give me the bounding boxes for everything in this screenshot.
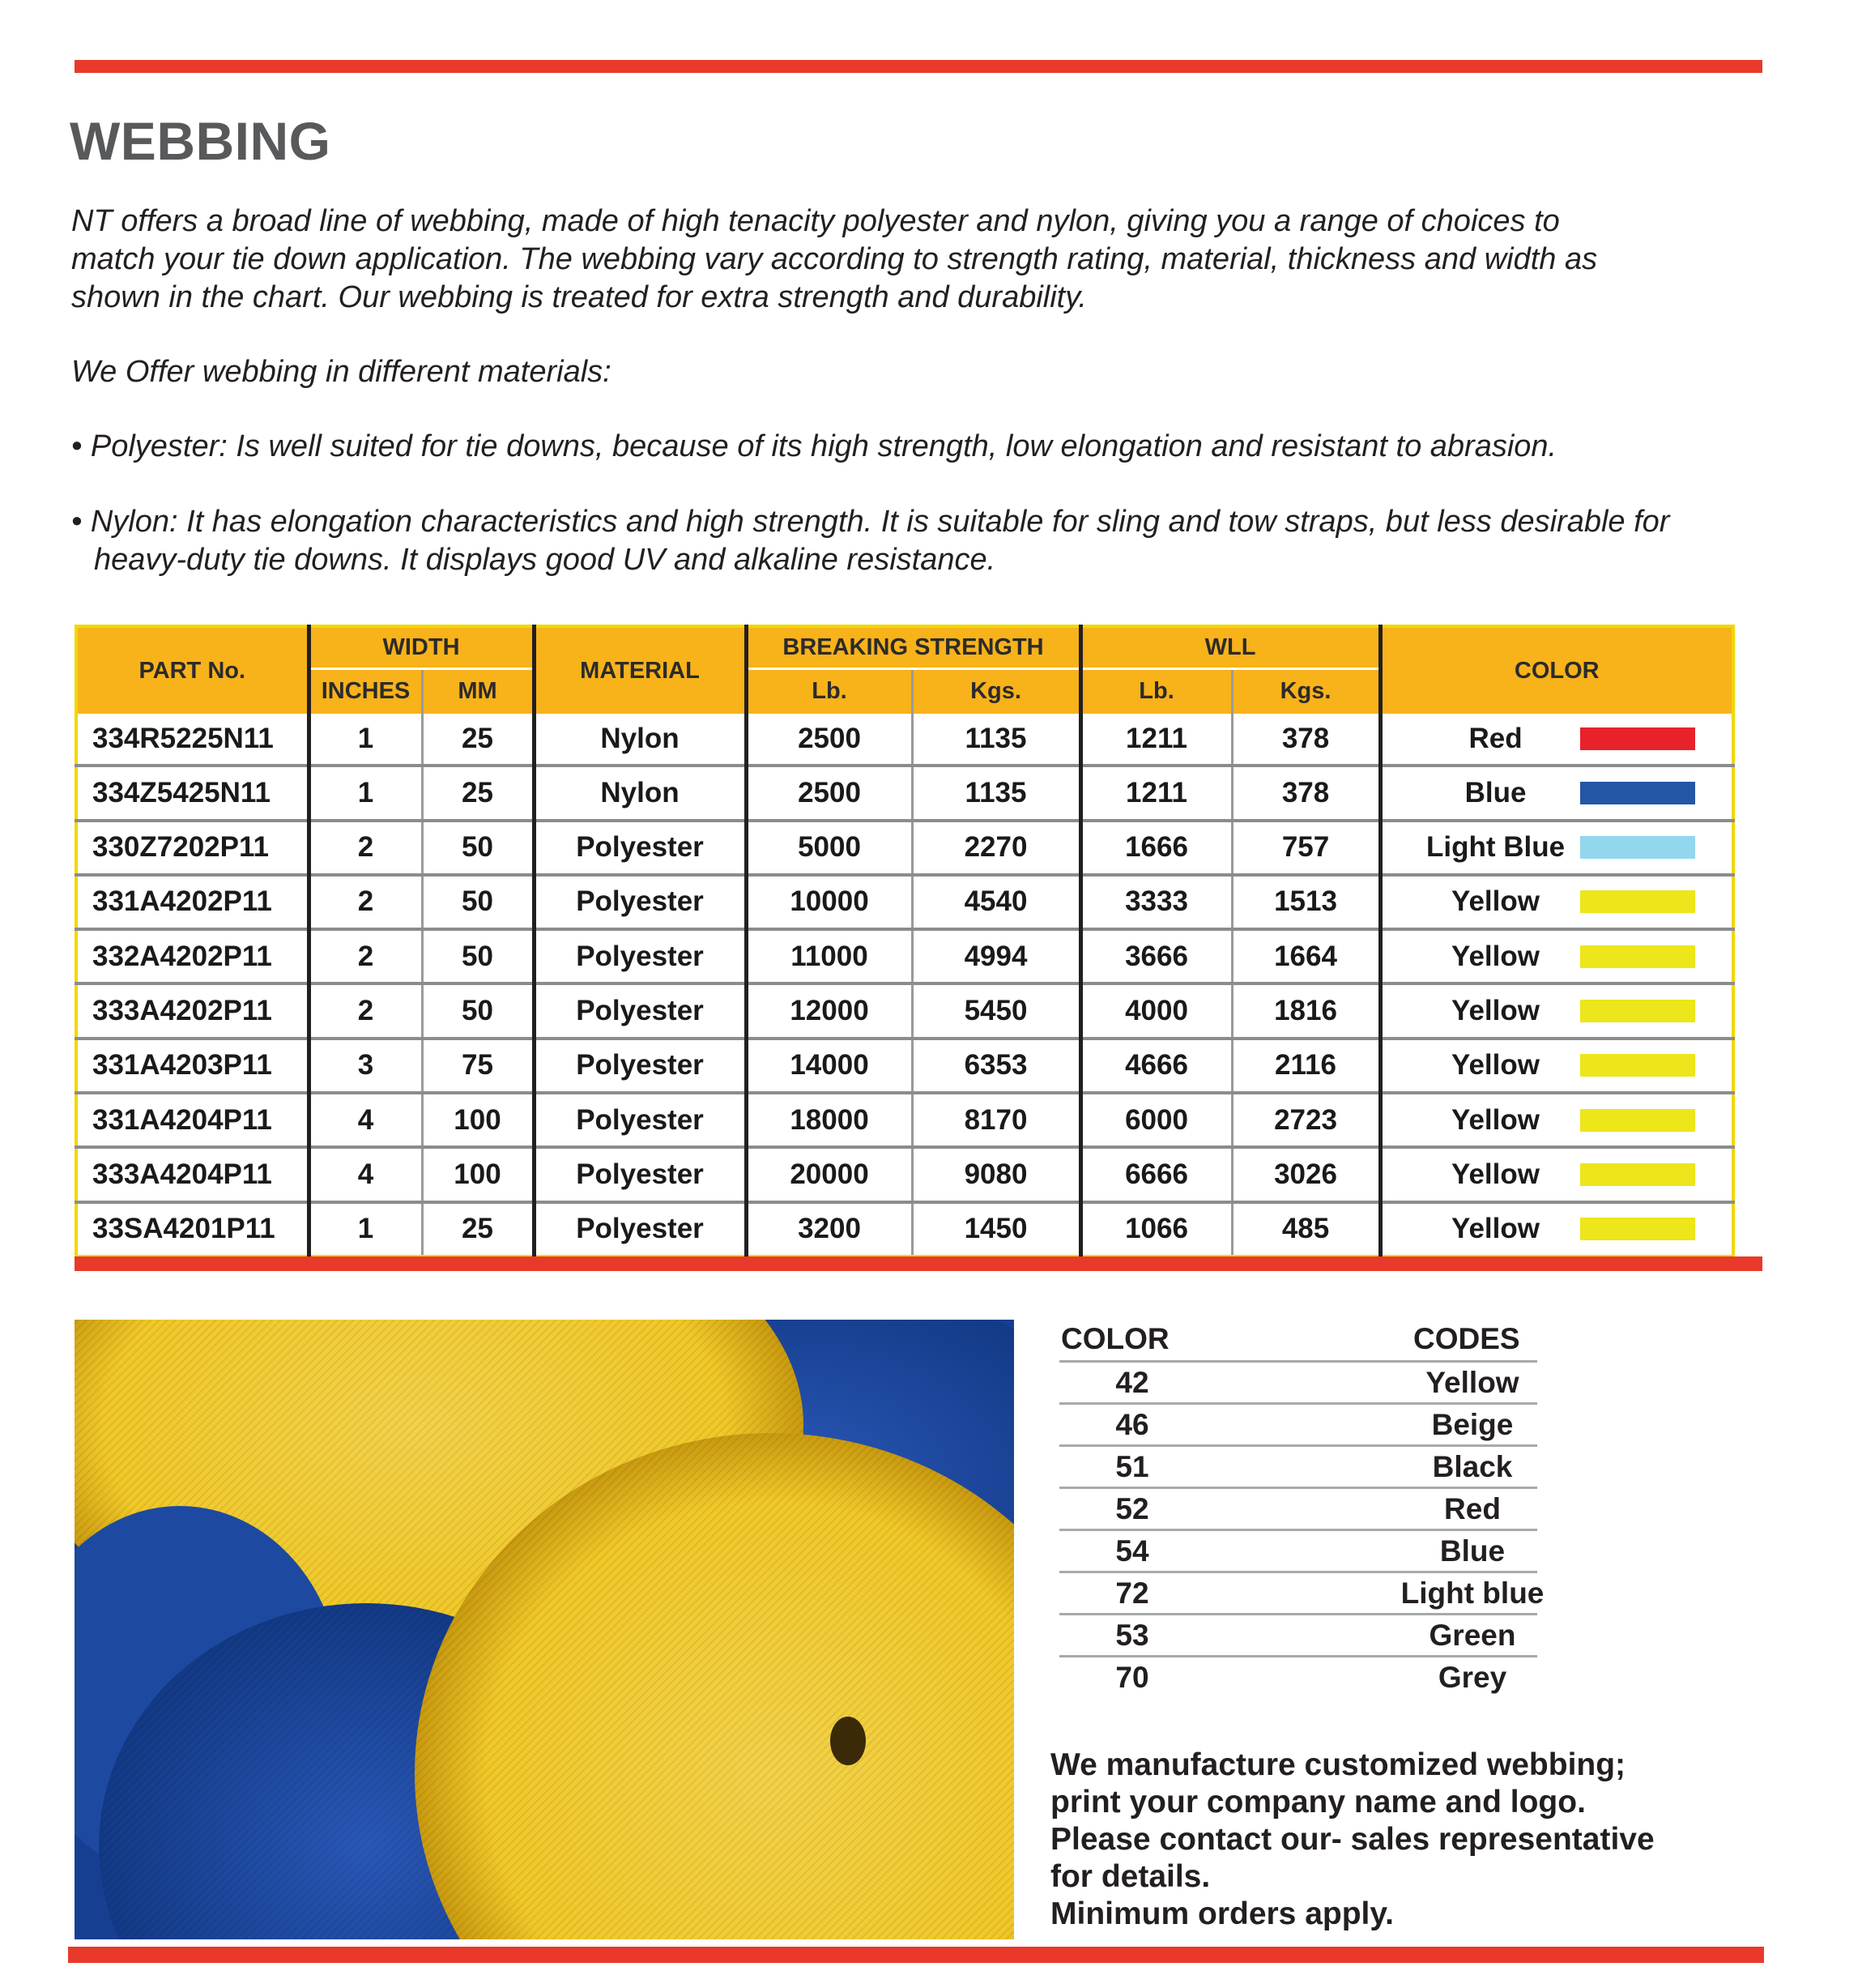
color-code-name: Blue <box>1439 1534 1506 1568</box>
width-inches-cell: 4 <box>309 1147 422 1201</box>
breaking-lb-cell: 3200 <box>746 1202 912 1256</box>
breaking-lb-cell: 14000 <box>746 1039 912 1093</box>
page-title: WEBBING <box>70 111 331 171</box>
width-inches-cell: 2 <box>309 983 422 1038</box>
color-code-name: Beige <box>1431 1408 1514 1441</box>
width-inches-cell: 3 <box>309 1039 422 1093</box>
bullet-nylon-line: heavy-duty tie downs. It displays good UV and alkaline resistance. <box>94 543 996 577</box>
wll-lb-cell: 6000 <box>1080 1093 1232 1147</box>
wll-lb-cell: 1211 <box>1080 766 1232 820</box>
material-cell: Nylon <box>534 714 746 766</box>
header-part-no: PART No. <box>76 626 309 714</box>
wll-kgs-cell: 3026 <box>1232 1147 1380 1201</box>
width-inches-cell: 1 <box>309 1202 422 1256</box>
color-swatch <box>1580 727 1695 750</box>
part-no-cell: 331A4202P11 <box>76 875 309 929</box>
color-swatch <box>1580 1000 1695 1022</box>
codes-header-color: COLOR <box>1061 1322 1170 1355</box>
width-inches-cell: 1 <box>309 766 422 820</box>
material-cell: Polyester <box>534 1039 746 1093</box>
part-no-cell: 334R5225N11 <box>76 714 309 766</box>
header-inches: INCHES <box>309 668 422 714</box>
webbing-spec-table <box>75 625 1735 1258</box>
top-divider-bar <box>75 60 1762 73</box>
breaking-kgs-cell: 8170 <box>912 1093 1080 1147</box>
note-line: Please contact our- sales representative <box>1050 1822 1655 1857</box>
intro-line: NT offers a broad line of webbing, made of high tenacity polyester and nylon, giving you a range of choices to <box>71 204 1560 238</box>
color-name: Yellow <box>1451 995 1540 1027</box>
table-row <box>76 766 1733 820</box>
color-name: Yellow <box>1451 940 1540 972</box>
color-code-row <box>1059 1529 1537 1571</box>
breaking-lb-cell: 11000 <box>746 929 912 983</box>
color-code-name: Red <box>1444 1492 1501 1525</box>
width-mm-cell: 50 <box>422 929 534 983</box>
wll-kgs-cell: 2723 <box>1232 1093 1380 1147</box>
wll-lb-cell: 6666 <box>1080 1147 1232 1201</box>
intro-line: shown in the chart. Our webbing is treated for extra strength and durability. <box>71 280 1087 314</box>
intro-paragraph <box>71 203 1597 317</box>
color-cell <box>1380 1202 1733 1256</box>
note-line: print your company name and logo. <box>1050 1785 1586 1819</box>
note-line: We manufacture customized webbing; <box>1050 1747 1626 1782</box>
color-codes-list <box>1059 1360 1545 1697</box>
color-swatch <box>1580 890 1695 913</box>
material-cell: Polyester <box>534 875 746 929</box>
width-inches-cell: 4 <box>309 1093 422 1147</box>
part-no-cell: 333A4202P11 <box>76 983 309 1038</box>
table-row <box>76 1202 1733 1256</box>
header-material: MATERIAL <box>534 626 746 714</box>
bullet-nylon <box>71 503 1669 579</box>
color-cell <box>1380 714 1733 766</box>
wll-kgs-cell: 1816 <box>1232 983 1380 1038</box>
breaking-lb-cell: 20000 <box>746 1147 912 1201</box>
width-mm-cell: 25 <box>422 766 534 820</box>
wll-lb-cell: 3333 <box>1080 875 1232 929</box>
material-cell: Polyester <box>534 1093 746 1147</box>
breaking-kgs-cell: 1135 <box>912 714 1080 766</box>
color-name: Yellow <box>1451 1158 1540 1190</box>
color-code-number: 53 <box>1115 1619 1149 1652</box>
color-name: Yellow <box>1451 1213 1540 1245</box>
wll-lb-cell: 3666 <box>1080 929 1232 983</box>
color-code-row <box>1059 1444 1537 1487</box>
color-swatch <box>1580 782 1695 804</box>
width-inches-cell: 2 <box>309 875 422 929</box>
header-wll: WLL <box>1080 626 1380 668</box>
width-mm-cell: 100 <box>422 1093 534 1147</box>
color-code-number: 51 <box>1115 1450 1149 1483</box>
color-cell <box>1380 1147 1733 1201</box>
color-name: Blue <box>1464 776 1527 808</box>
header-breaking-lb: Lb. <box>746 668 912 714</box>
material-cell: Polyester <box>534 983 746 1038</box>
part-no-cell: 333A4204P11 <box>76 1147 309 1201</box>
width-inches-cell: 2 <box>309 929 422 983</box>
table-row <box>76 821 1733 875</box>
color-code-row <box>1059 1655 1537 1697</box>
table-row <box>76 1039 1733 1093</box>
table-bottom-bar <box>75 1256 1762 1271</box>
wll-kgs-cell: 757 <box>1232 821 1380 875</box>
breaking-lb-cell: 12000 <box>746 983 912 1038</box>
header-width: WIDTH <box>309 626 534 668</box>
header-color: COLOR <box>1380 626 1733 714</box>
material-cell: Polyester <box>534 821 746 875</box>
breaking-kgs-cell: 5450 <box>912 983 1080 1038</box>
color-cell <box>1380 983 1733 1038</box>
color-swatch <box>1580 836 1695 859</box>
color-swatch <box>1580 1218 1695 1240</box>
width-mm-cell: 75 <box>422 1039 534 1093</box>
part-no-cell: 330Z7202P11 <box>76 821 309 875</box>
breaking-kgs-cell: 9080 <box>912 1147 1080 1201</box>
width-mm-cell: 25 <box>422 1202 534 1256</box>
header-mm: MM <box>422 668 534 714</box>
color-code-number: 54 <box>1115 1534 1149 1568</box>
breaking-kgs-cell: 4994 <box>912 929 1080 983</box>
width-mm-cell: 50 <box>422 983 534 1038</box>
color-code-name: Green <box>1429 1619 1516 1652</box>
header-breaking-strength: BREAKING STRENGTH <box>746 626 1080 668</box>
width-mm-cell: 100 <box>422 1147 534 1201</box>
color-cell <box>1380 1093 1733 1147</box>
wll-lb-cell: 1066 <box>1080 1202 1232 1256</box>
wll-kgs-cell: 378 <box>1232 766 1380 820</box>
material-cell: Polyester <box>534 1202 746 1256</box>
breaking-lb-cell: 2500 <box>746 766 912 820</box>
width-inches-cell: 2 <box>309 821 422 875</box>
breaking-lb-cell: 5000 <box>746 821 912 875</box>
color-cell <box>1380 875 1733 929</box>
color-code-number: 70 <box>1115 1661 1149 1694</box>
part-no-cell: 33SA4201P11 <box>76 1202 309 1256</box>
material-cell: Polyester <box>534 1147 746 1201</box>
color-code-row <box>1059 1360 1537 1402</box>
header-wll-lb: Lb. <box>1080 668 1232 714</box>
part-no-cell: 332A4202P11 <box>76 929 309 983</box>
color-code-number: 52 <box>1115 1492 1149 1525</box>
header-breaking-kgs: Kgs. <box>912 668 1080 714</box>
wll-kgs-cell: 1664 <box>1232 929 1380 983</box>
wll-kgs-cell: 2116 <box>1232 1039 1380 1093</box>
color-code-row <box>1059 1571 1545 1613</box>
color-code-row <box>1059 1613 1537 1655</box>
color-swatch <box>1580 1054 1695 1077</box>
width-mm-cell: 50 <box>422 821 534 875</box>
webbing-rolls-photo <box>75 1320 1014 1939</box>
breaking-kgs-cell: 2270 <box>912 821 1080 875</box>
width-inches-cell: 1 <box>309 714 422 766</box>
bullet-polyester: • Polyester: Is well suited for tie downs, because of its high strength, low elongation and resistant to abrasion. <box>71 429 1557 463</box>
material-cell: Nylon <box>534 766 746 820</box>
table-row <box>76 929 1733 983</box>
width-mm-cell: 25 <box>422 714 534 766</box>
custom-order-note <box>1050 1747 1655 1933</box>
materials-intro: We Offer webbing in different materials: <box>71 355 611 389</box>
part-no-cell: 331A4203P11 <box>76 1039 309 1093</box>
color-name: Light Blue <box>1425 831 1566 864</box>
spec-table-body <box>76 714 1733 1256</box>
note-line: Minimum orders apply. <box>1050 1896 1395 1931</box>
note-line: for details. <box>1050 1859 1211 1894</box>
breaking-lb-cell: 10000 <box>746 875 912 929</box>
breaking-kgs-cell: 6353 <box>912 1039 1080 1093</box>
color-code-number: 46 <box>1115 1408 1149 1441</box>
color-name: Yellow <box>1451 885 1540 918</box>
color-swatch <box>1580 1163 1695 1186</box>
color-code-row <box>1059 1487 1537 1529</box>
intro-line: match your tie down application. The webbing vary according to strength rating, material, thickness and width as <box>71 242 1598 276</box>
wll-lb-cell: 1211 <box>1080 714 1232 766</box>
color-cell <box>1380 821 1733 875</box>
color-code-name: Yellow <box>1425 1366 1519 1399</box>
width-mm-cell: 50 <box>422 875 534 929</box>
color-code-name: Black <box>1432 1450 1513 1483</box>
color-code-name: Grey <box>1438 1661 1507 1694</box>
color-name: Red <box>1468 723 1523 755</box>
bottom-divider-bar <box>68 1947 1764 1963</box>
color-name: Yellow <box>1451 1049 1540 1081</box>
roll-core-hole <box>830 1717 866 1765</box>
breaking-kgs-cell: 1135 <box>912 766 1080 820</box>
codes-header-codes: CODES <box>1413 1322 1520 1355</box>
color-name: Yellow <box>1451 1103 1540 1136</box>
bullet-nylon-line: • Nylon: It has elongation characteristics and high strength. It is suitable for sling and tow straps, but less desirable for <box>71 505 1670 539</box>
breaking-kgs-cell: 4540 <box>912 875 1080 929</box>
wll-kgs-cell: 1513 <box>1232 875 1380 929</box>
header-wll-kgs: Kgs. <box>1232 668 1380 714</box>
color-cell <box>1380 766 1733 820</box>
table-row <box>76 983 1733 1038</box>
wll-kgs-cell: 485 <box>1232 1202 1380 1256</box>
wll-lb-cell: 4000 <box>1080 983 1232 1038</box>
color-code-number: 42 <box>1115 1366 1149 1399</box>
breaking-lb-cell: 2500 <box>746 714 912 766</box>
wll-kgs-cell: 378 <box>1232 714 1380 766</box>
table-row <box>76 1147 1733 1201</box>
wll-lb-cell: 1666 <box>1080 821 1232 875</box>
color-code-row <box>1059 1402 1537 1444</box>
color-cell <box>1380 929 1733 983</box>
color-swatch <box>1580 1109 1695 1132</box>
color-code-name: Light blue <box>1400 1576 1545 1610</box>
color-swatch <box>1580 945 1695 968</box>
wll-lb-cell: 4666 <box>1080 1039 1232 1093</box>
table-row <box>76 875 1733 929</box>
color-code-number: 72 <box>1115 1576 1149 1610</box>
breaking-kgs-cell: 1450 <box>912 1202 1080 1256</box>
part-no-cell: 331A4204P11 <box>76 1093 309 1147</box>
table-row <box>76 714 1733 766</box>
table-row <box>76 1093 1733 1147</box>
color-cell <box>1380 1039 1733 1093</box>
material-cell: Polyester <box>534 929 746 983</box>
breaking-lb-cell: 18000 <box>746 1093 912 1147</box>
part-no-cell: 334Z5425N11 <box>76 766 309 820</box>
